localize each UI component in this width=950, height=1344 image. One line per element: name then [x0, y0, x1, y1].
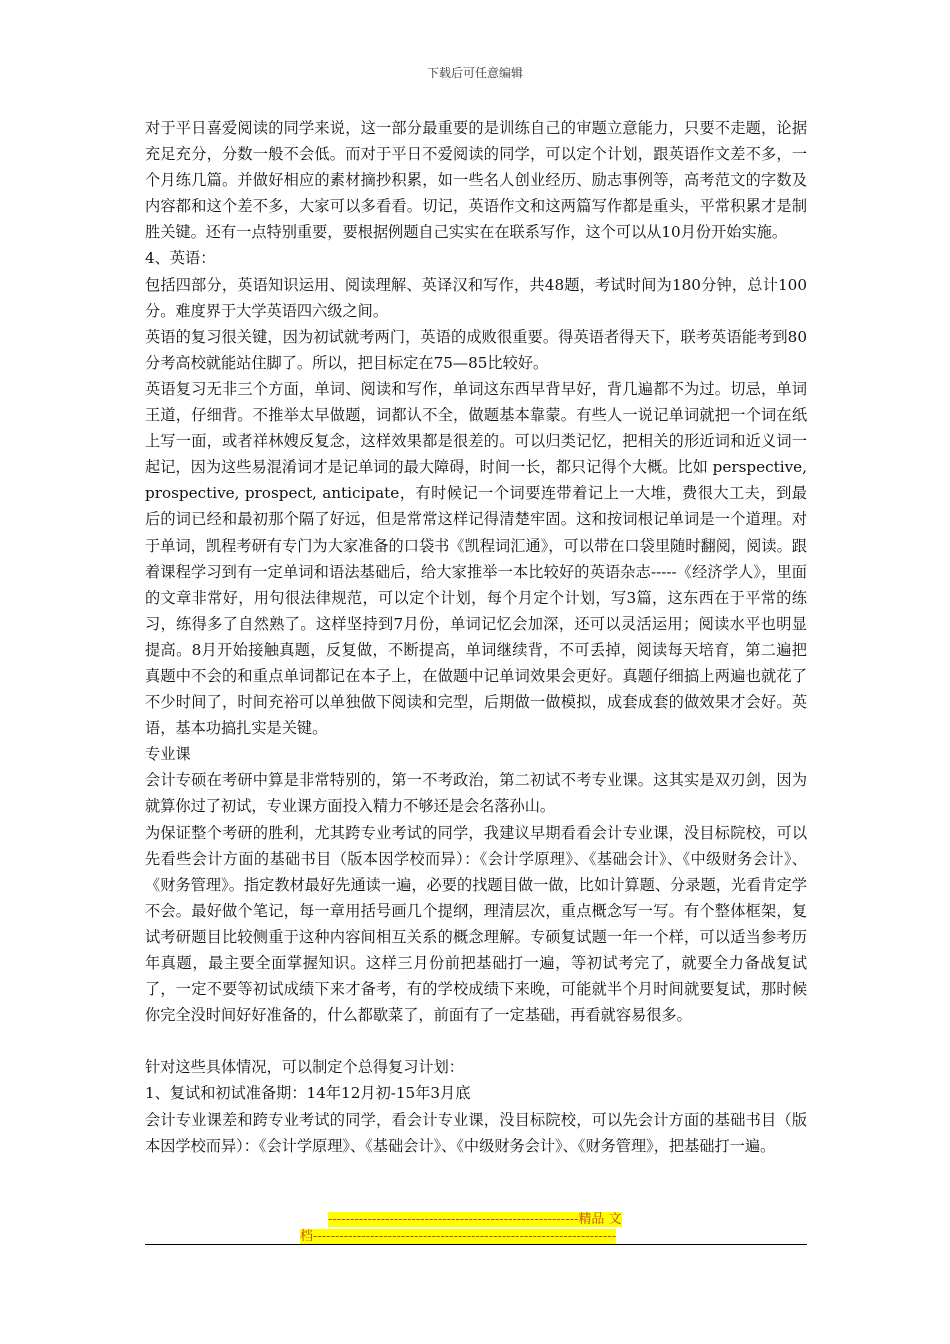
paragraph-english-structure: 包括四部分，英语知识运用、阅读理解、英译汉和写作，共48题，考试时间为180分钟，总计100分。难度界于大学英语四六级之间。: [145, 275, 807, 320]
page-header: 下载后可任意编辑: [426, 66, 523, 80]
blank-line: [145, 1028, 807, 1054]
plan-item-1-title: 1、复试和初试准备期：14年12月初-15年3月底: [145, 1084, 471, 1103]
footer-mark-line2: 档---------------------------------------------------------------------: [300, 1229, 617, 1244]
paragraph-major-advice: 为保证整个考研的胜利，尤其跨专业考试的同学，我建议早期看看会计专业课，没目标院校，可以先看些会计方面的基础书目（版本因学校而异）：《会计学原理》、《基础会计》、《中级财务会计》、《财务管理》。指定教材最好先通读一遍，必要的找题目做一做，比如计算题、分录题，光看肯定学不会。最好做个笔记，每一章用括号画几个提纲，理清层次，重点概念写一写。有个整体框架，复试考研题目比较侧重于这种内容间相互关系的概念理解。专硕复试题一年一个样，可以适当参考历年真题，最主要全面掌握知识。这样三月份前把基础打一遍，等初试考完了，就要全力备战复试了，一定不要等初试成绩下来才备考，有的学校成绩下来晚，可能就半个月时间就要复试，那时候你完全没时间好好准备的，什么都歇菜了，前面有了一定基础，再看就容易很多。: [145, 823, 807, 1025]
footer-divider: [145, 1244, 807, 1245]
paragraph-english-review: 英语复习无非三个方面，单词、阅读和写作，单词这东西早背早好，背几遍都不为过。切忌，单词王道，仔细背。不推举太早做题，词都认不全，做题基本靠蒙。有些人一说记单词就把一个词在纸上写一面，或者祥林嫂反复念，这样效果都是很差的。可以归类记忆，把相关的形近词和近义词一起记，因为这些易混淆词才是记单词的最大障碍，时间一长，都只记得个大概。比如 perspective, prospective, prospect, anticipate，有时候记一个词要连带着记上一大堆，费很大工夫，到最后的词已经和最初那个隔了好远，但是常常这样记得清楚牢固。这和按词根记单词是一个道理。对于单词，凯程考研有专门为大家准备的口袋书《凯程词汇通》，可以带在口袋里随时翻阅，阅读。跟着课程学习到有一定单词和语法基础后，给大家推举一本比较好的英语杂志-----《经济学人》，里面的文章非常好，用句很法律规范，可以定个计划，每个月定个计划，写3篇，这东西在于平常的练习，练得多了自然熟了。这样坚持到7月份，单词记忆会加深，还可以灵活运用；阅读水平也明显提高。8月开始接触真题，反复做，不断提高，单词继续背，不可丢掉，阅读每天培育，第二遍把真题中不会的和重点单词都记在本子上，在做题中记单词效果会更好。真题仔细搞上两遍也就花了不少时间了，时间充裕可以单独做下阅读和完型，后期做一做模拟，成套成套的做效果才会好。英语，基本功搞扎实是关键。: [145, 379, 807, 738]
plan-item-1-detail: 会计专业课差和跨专业考试的同学，看会计专业课，没目标院校，可以先会计方面的基础书目（版本因学校而异）：《会计学原理》、《基础会计》、《中级财务会计》、《财务管理》，把基础打一遍。: [145, 1110, 807, 1155]
paragraph-plan-intro: 针对这些具体情况，可以制定个总得复习计划：: [145, 1058, 464, 1077]
footer-watermark: [300, 1211, 650, 1245]
paragraph-major-intro: 会计专硕在考研中算是非常特别的，第一不考政治，第二初试不考专业课。这其实是双刃剑，因为就算你过了初试，专业课方面投入精力不够还是会名落孙山。: [145, 771, 807, 816]
section-heading-english: 4、英语：: [145, 249, 216, 268]
document-body: [145, 115, 807, 1159]
footer-mark-line1: ---------------------------------------------------------精品 文: [328, 1212, 622, 1227]
paragraph-writing-advice: 对于平日喜爱阅读的同学来说，这一部分最重要的是训练自己的审题立意能力，只要不走题，论据充足充分，分数一般不会低。而对于平日不爱阅读的同学，可以定个计划，跟英语作文差不多，一个月练几篇。并做好相应的素材摘抄积累，如一些名人创业经历、励志事例等，高考范文的字数及内容都和这个差不多，大家可以多看看。切记，英语作文和这两篇写作都是重头，平常积累才是制胜关键。还有一点特别重要，要根据例题自己实实在在联系写作，这个可以从10月份开始实施。: [145, 119, 807, 242]
section-heading-major: 专业课: [145, 745, 191, 764]
paragraph-english-importance: 英语的复习很关键，因为初试就考两门，英语的成败很重要。得英语者得天下，联考英语能考到80分考高校就能站住脚了。所以，把目标定在75—85比较好。: [145, 327, 807, 372]
